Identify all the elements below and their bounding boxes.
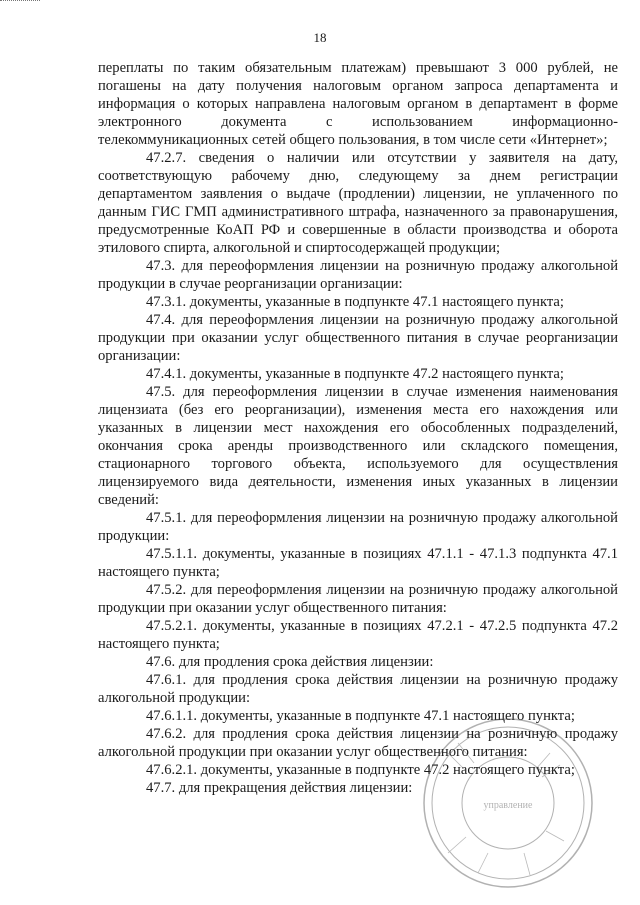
paragraph: 47.4.1. документы, указанные в подпункте 47.2 настоящего пункта; xyxy=(146,366,564,382)
paragraph: 47.6.2. для продления срока действия лицензии на розничную продажу алкогольной продукции при оказании услуг общественного питания: xyxy=(98,726,618,760)
stamp-center-text: управление xyxy=(483,800,533,811)
document-body xyxy=(98,59,618,797)
scan-corner-mark xyxy=(0,0,40,4)
paragraph: 47.3. для переоформления лицензии на розничную продажу алкогольной продукции в случае реорганизации организации: xyxy=(98,258,618,292)
paragraph: 47.6. для продления срока действия лицензии: xyxy=(146,654,434,670)
paragraph: 47.5.2.1. документы, указанные в позициях 47.2.1 - 47.2.5 подпункта 47.2 настоящего пункта; xyxy=(98,618,618,652)
paragraph: 47.4. для переоформления лицензии на розничную продажу алкогольной продукции при оказании услуг общественного питания в случае реорганизации организации: xyxy=(98,312,618,364)
paragraph: 47.5.1. для переоформления лицензии на розничную продажу алкогольной продукции: xyxy=(98,510,618,544)
paragraph: 47.5.1.1. документы, указанные в позициях 47.1.1 - 47.1.3 подпункта 47.1 настоящего пункта; xyxy=(98,546,618,580)
paragraph: 47.5.2. для переоформления лицензии на розничную продажу алкогольной продукции при оказании услуг общественного питания: xyxy=(98,582,618,616)
paragraph: 47.5. для переоформления лицензии в случае изменения наименования лицензиата (без его реорганизации), изменения места его нахождения или указанных в лицензии мест нахождения его обособленных подразделений, окончания срока аренды производственного или складского помещения, стационарного торгового объекта, используемого для осуществления лицензируемого вида деятельности, изменения иных указанных в лицензии сведений: xyxy=(98,384,618,508)
paragraph: 47.3.1. документы, указанные в подпункте 47.1 настоящего пункта; xyxy=(146,294,564,310)
paragraph: 47.6.2.1. документы, указанные в подпункте 47.2 настоящего пункта; xyxy=(146,762,575,778)
paragraph: 47.6.1.1. документы, указанные в подпункте 47.1 настоящего пункта; xyxy=(146,708,575,724)
paragraph: 47.7. для прекращения действия лицензии: xyxy=(146,780,413,796)
paragraph: переплаты по таким обязательным платежам) превышают 3 000 рублей, не погашены на дату получения налоговым органом запроса департамента и информация о которых направлена налоговым органом в департамент в форме электронного документа с использованием информационно-телекоммуникационных сетей общего пользования, в том числе сети «Интернет»; xyxy=(98,60,618,148)
page-number: 18 xyxy=(313,30,327,45)
paragraph: 47.2.7. сведения о наличии или отсутствии у заявителя на дату, соответствующую рабочему дню, следующему за днем регистрации департаментом заявления о выдаче (продлении) лицензии, не уплаченного по данным ГИС ГМП административного штрафа, назначенного за правонарушения, предусмотренные КоАП РФ и совершенные в области производства и оборота этилового спирта, алкогольной и спиртосодержащей продукции; xyxy=(98,150,618,256)
paragraph: 47.6.1. для продления срока действия лицензии на розничную продажу алкогольной продукции: xyxy=(98,672,618,706)
